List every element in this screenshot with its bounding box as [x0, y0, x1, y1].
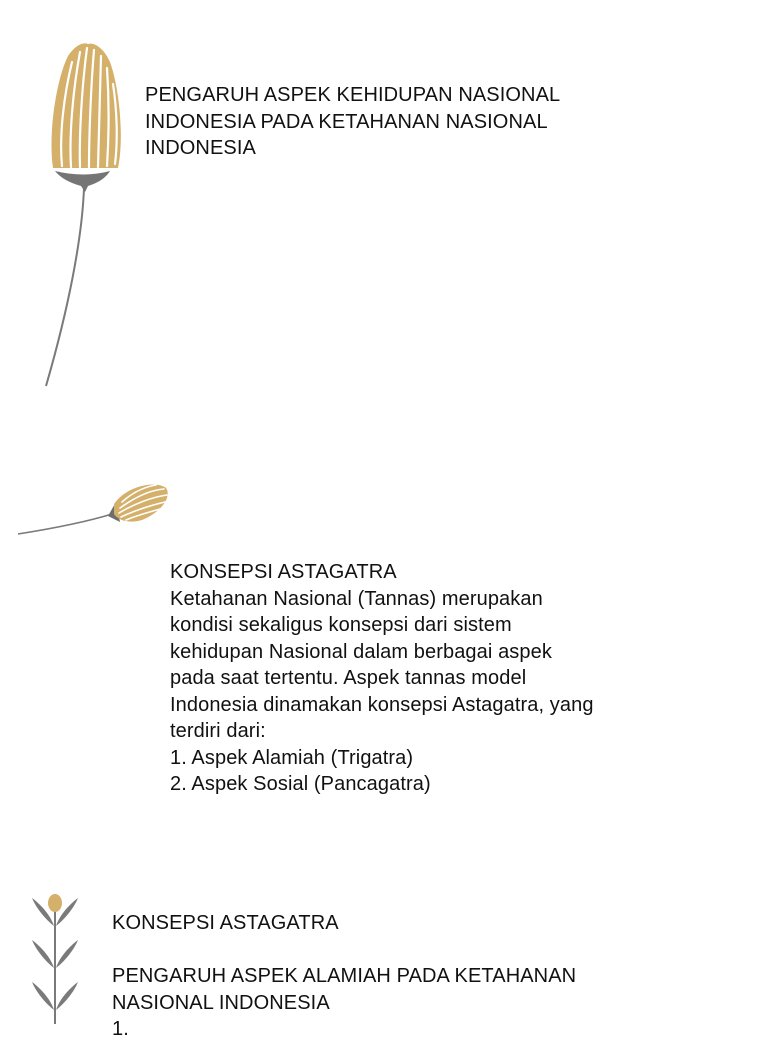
slide-2-list-item: 2. Aspek Sosial (Pancagatra) — [170, 773, 431, 795]
leaf-sprig-icon — [28, 890, 84, 1024]
slide-2-body-line: terdiri dari: — [170, 720, 266, 742]
slide-3-content — [112, 910, 576, 1043]
slide-1-title-line: INDONESIA PADA KETAHANAN NASIONAL — [145, 110, 548, 133]
slide-3-subheading-line: NASIONAL INDONESIA — [112, 991, 330, 1014]
slide-2-heading: KONSEPSI ASTAGATRA — [170, 561, 397, 583]
slide-1 — [0, 0, 768, 440]
slide-2 — [0, 440, 768, 860]
slide-3-spacer — [112, 937, 576, 964]
slide-2-body-line: Indonesia dinamakan konsepsi Astagatra, yang — [170, 693, 594, 716]
slide-2-body-line: kondisi sekaligus konsepsi dari sistem — [170, 614, 512, 636]
dried-flower-icon — [38, 40, 138, 392]
slide-3-heading: KONSEPSI ASTAGATRA — [112, 912, 339, 934]
slide-2-content — [170, 559, 594, 798]
slide-1-title-line: PENGARUH ASPEK KEHIDUPAN NASIONAL — [145, 84, 561, 106]
slide-3 — [0, 860, 768, 1040]
slide-2-body-line: pada saat tertentu. Aspek tannas model — [170, 667, 527, 689]
slide-3-list-item: 1. — [112, 1018, 129, 1040]
slide-2-body-line: kehidupan Nasional dalam berbagai aspek — [170, 640, 552, 663]
slide-1-title-line: INDONESIA — [145, 137, 256, 159]
slide-1-title — [145, 82, 560, 162]
dried-flower-bud-icon — [16, 476, 172, 540]
slide-2-list-item: 1. Aspek Alamiah (Trigatra) — [170, 746, 414, 769]
slide-2-body-line: Ketahanan Nasional (Tannas) merupakan — [170, 587, 543, 610]
slide-3-subheading-line: PENGARUH ASPEK ALAMIAH PADA KETAHANAN — [112, 965, 577, 987]
